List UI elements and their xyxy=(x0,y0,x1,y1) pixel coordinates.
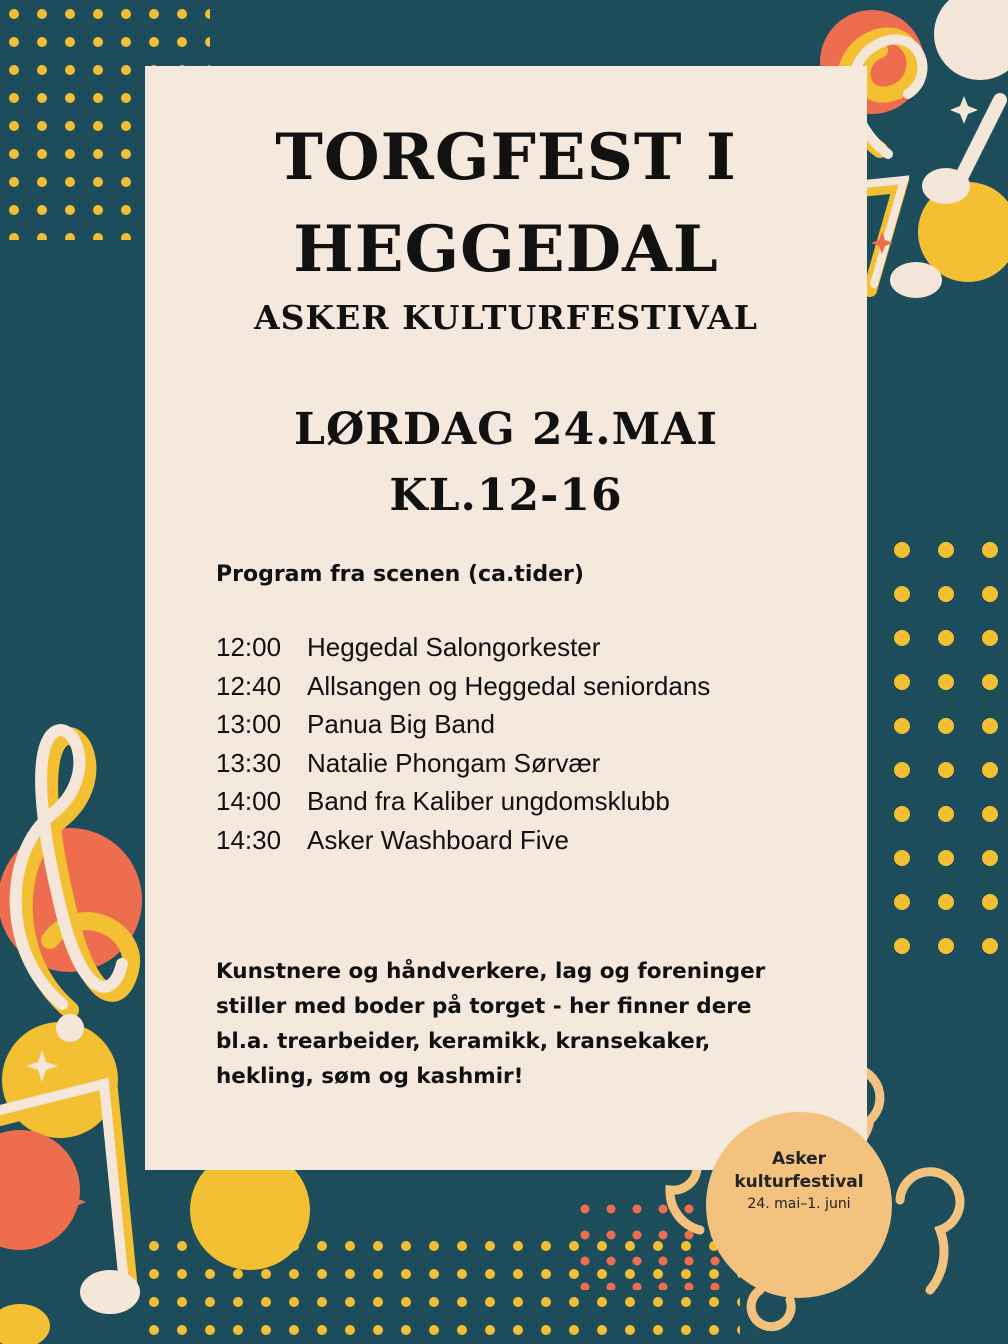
program-time: 14:00 xyxy=(216,786,282,816)
festival-badge-text xyxy=(706,1148,892,1214)
dot-grid-right xyxy=(862,536,1008,976)
event-date: LØRDAG 24.MAI xyxy=(294,404,718,455)
program-act: Panua Big Band xyxy=(307,709,495,739)
program-act: Band fra Kaliber ungdomsklubb xyxy=(307,786,670,816)
program-time: 14:30 xyxy=(216,824,282,855)
program-act: Asker Washboard Five xyxy=(307,824,570,855)
subtitle: ASKER KULTURFESTIVAL xyxy=(254,298,758,337)
program-item xyxy=(216,825,710,864)
vendors-info xyxy=(216,954,816,1094)
program-heading: Program fra scenen (ca.tider) xyxy=(216,562,584,587)
info-line: Kunstnere og håndverkere, lag og foreninger xyxy=(216,959,766,984)
program-time: 13:00 xyxy=(216,709,282,739)
program-list xyxy=(216,632,710,863)
title-line-2: HEGGEDAL xyxy=(293,212,719,287)
program-act: Heggedal Salongorkester xyxy=(307,632,601,662)
program-time: 13:30 xyxy=(216,747,282,778)
sparkle-icon xyxy=(950,96,978,124)
program-item xyxy=(216,748,710,787)
program-item xyxy=(216,671,710,710)
treble-clef-icon xyxy=(0,730,142,1138)
badge-dates: 24. mai–1. juni xyxy=(747,1196,851,1212)
badge-line-2: kulturfestival xyxy=(734,1172,864,1192)
program-item xyxy=(216,709,710,748)
program-act: Natalie Phongam Sørvær xyxy=(307,747,601,778)
program-act: Allsangen og Heggedal seniordans xyxy=(307,670,711,701)
content-panel xyxy=(145,66,867,1170)
program-item xyxy=(216,632,710,671)
info-line: stiller med boder på torget - her finner dere xyxy=(216,994,752,1019)
title-line-1: TORGFEST I xyxy=(275,120,737,195)
event-time: KL.12-16 xyxy=(389,470,623,521)
program-time: 12:40 xyxy=(216,670,282,701)
info-line: bl.a. trearbeider, keramikk, kransekaker, xyxy=(216,1029,711,1054)
info-line: hekling, søm og kashmir! xyxy=(216,1064,524,1089)
program-item xyxy=(216,786,710,825)
badge-line-1: Asker xyxy=(771,1149,827,1169)
program-time: 12:00 xyxy=(216,632,282,662)
